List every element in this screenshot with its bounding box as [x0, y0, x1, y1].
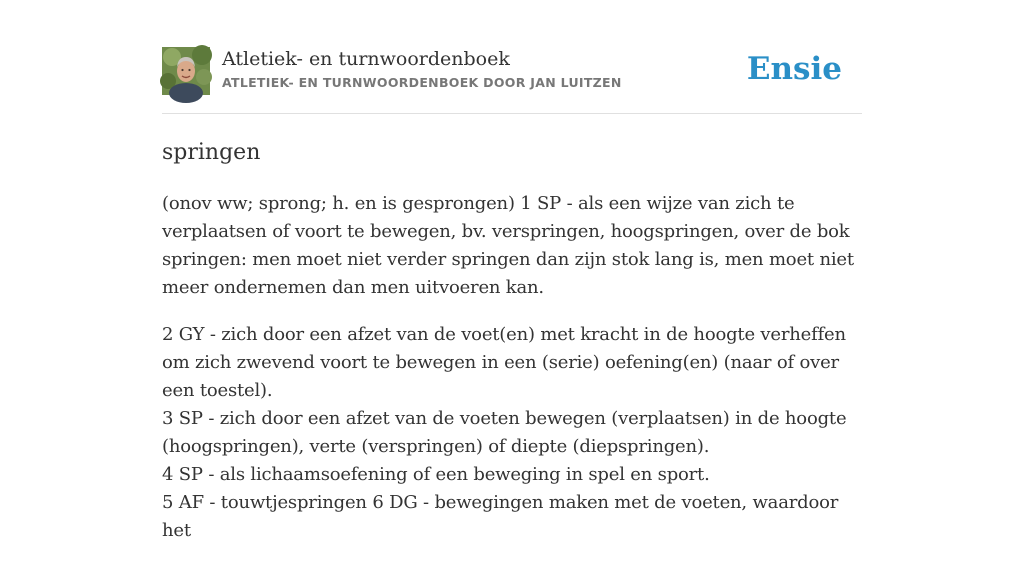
dictionary-title[interactable]: Atletiek- en turnwoordenboek [222, 48, 510, 70]
definition-line: 2 GY - zich door een afzet van de voet(en) met kracht in de hoogte verheffen om zich zwevend voort te bewegen in een (serie) oefening(en) (naar of over een toestel). [162, 324, 846, 401]
avatar[interactable] [162, 47, 210, 95]
entry-definition [162, 190, 862, 564]
dictionary-subtitle[interactable]: ATLETIEK- EN TURNWOORDENBOEK DOOR JAN LUITZEN [222, 75, 622, 90]
definition-paragraph-1: (onov ww; sprong; h. en is gesprongen) 1 SP - als een wijze van zich te verplaatsen of voort te bewegen, bv. verspringen, hoogspringen, over de bok springen: men moet niet verder springen dan zijn stok lang is, men moet niet meer ondernemen dan men uitvoeren kan. [162, 193, 854, 298]
definition-line: 5 AF - touwtjespringen 6 DG - bewegingen maken met de voeten, waardoor het [162, 492, 839, 541]
definition-paragraph-2 [162, 321, 862, 545]
header [162, 47, 862, 114]
ensie-logo-link[interactable]: Ensie [746, 51, 842, 87]
definition-line: 4 SP - als lichaamsoefening of een beweging in spel en sport. [162, 464, 710, 485]
definition-line: 3 SP - zich door een afzet van de voeten bewegen (verplaatsen) in de hoogte (hoogspringen), verte (verspringen) of diepte (diepspringen). [162, 408, 847, 457]
page [162, 0, 862, 541]
entry-headword: springen [162, 140, 261, 165]
author-portrait-icon [162, 47, 210, 95]
